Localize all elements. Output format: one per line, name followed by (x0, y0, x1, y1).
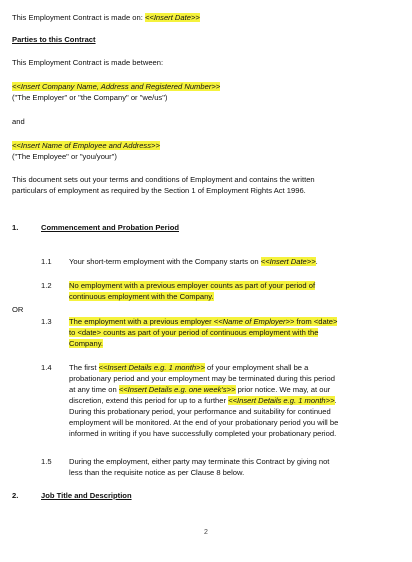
clause-1-4-line-7: informed in writing if you have successfully completed your probationary period. (69, 429, 337, 438)
employee-block (12, 140, 160, 162)
clause-1-3-number: 1.3 (41, 317, 52, 326)
clause-1-4-line-1c: of your employment shall be a (204, 363, 309, 372)
summary-paragraph (12, 174, 315, 196)
employee-placeholder: <<Insert Name of Employee and Address>> (12, 141, 160, 150)
clause-1-4-number: 1.4 (41, 363, 52, 372)
clause-1-2-line-1: No employment with a previous employer counts as part of your period of (69, 281, 316, 290)
clause-1-2-number: 1.2 (41, 281, 52, 290)
company-placeholder: <<Insert Company Name, Address and Registered Number>> (12, 82, 221, 91)
summary-line-1: This document sets out your terms and conditions of Employment and contains the written (12, 175, 315, 184)
clause-1-5-number: 1.5 (41, 457, 52, 466)
clause-1-4-line-5: During this probationary period, your performance and suitability for continued (69, 407, 331, 416)
clause-1-3-text (69, 316, 387, 349)
clause-1-4-notice-placeholder: <<Insert Details e.g. one week's>> (118, 385, 236, 394)
insert-date-placeholder: <<Insert Date>> (144, 13, 200, 22)
section-1-title: Commencement and Probation Period (41, 223, 179, 232)
parties-heading: Parties to this Contract (12, 35, 96, 44)
clause-1-3-line-1a: The employment with a previous employer (69, 317, 214, 326)
summary-line-2: particulars of employment as required by the Section 1 of Employment Rights Act 1996. (12, 186, 306, 195)
clause-1-2-text (69, 280, 387, 302)
clause-1-3-line-2: to <date> counts as part of your period of continuous employment with the (69, 328, 319, 337)
company-block (12, 81, 220, 103)
clause-1-4-extension-placeholder: <<Insert Details e.g. 1 month>> (228, 396, 335, 405)
and-text: and (12, 117, 25, 126)
clause-1-3-line-3: Company. (69, 339, 104, 348)
contract-date-line (12, 12, 200, 23)
clause-1-1-body: Your short-term employment with the Company starts on (69, 257, 261, 266)
clause-1-4-line-3a: at any time on (69, 385, 119, 394)
clause-1-4-line-6: employment will be monitored. At the end of your probationary period you will be (69, 418, 339, 427)
clause-1-5-line-2: less than the requisite notice as per Clause 8 below. (69, 468, 245, 477)
employer-label: ("The Employer" or "the Company" or "we/us") (12, 93, 168, 102)
employee-label: ("The Employee" or "you/your") (12, 152, 117, 161)
clause-1-4-line-2: probationary period and your employment may be terminated during this period (69, 374, 335, 383)
clause-1-4-period-placeholder: <<Insert Details e.g. 1 month>> (98, 363, 205, 372)
clause-1-1-date-placeholder: <<Insert Date>> (260, 257, 316, 266)
clause-1-4-line-1a: The first (69, 363, 99, 372)
page-number: 2 (204, 529, 208, 536)
section-2-title: Job Title and Description (41, 491, 132, 500)
clause-1-4-line-4c: . (334, 396, 337, 405)
clause-1-4-text (69, 362, 387, 439)
clause-1-4-line-3c: prior notice. We may, at our (235, 385, 331, 394)
clause-1-1-text (69, 256, 387, 267)
clause-1-2-line-2: continuous employment with the Company. (69, 292, 214, 301)
section-2-number: 2. (12, 491, 19, 500)
made-between-text: This Employment Contract is made between: (12, 58, 164, 67)
clause-1-5-line-1: During the employment, either party may terminate this Contract by giving not (69, 457, 330, 466)
clause-1-4-line-4a: discretion, extend this period for up to a further (69, 396, 229, 405)
section-1-number: 1. (12, 223, 19, 232)
clause-1-5-text (69, 456, 387, 478)
clause-1-1-end: . (315, 257, 318, 266)
clause-1-3-employer-placeholder: <<Name of Employer>> (213, 317, 295, 326)
clause-1-1-number: 1.1 (41, 257, 52, 266)
or-text: OR (12, 305, 24, 314)
clause-1-3-line-1c: from <date> (294, 317, 338, 326)
made-on-text: This Employment Contract is made on: (12, 13, 145, 22)
